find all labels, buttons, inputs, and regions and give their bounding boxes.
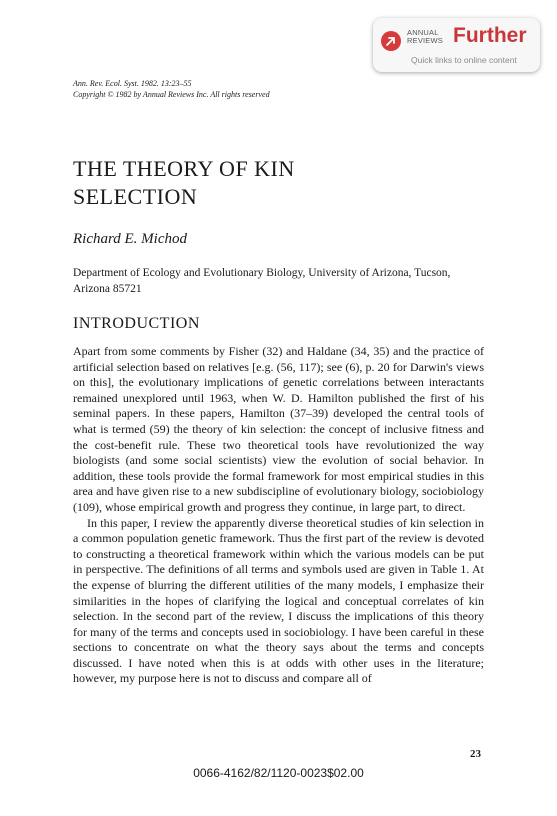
badge-title: Further [453,24,527,47]
section-heading: INTRODUCTION [73,315,200,332]
footer-code: 0066-4162/82/1120-0023$02.00 [193,766,364,780]
link-arrow-icon [381,31,401,51]
article-author: Richard E. Michod [73,231,188,247]
page-number: 23 [470,748,481,760]
badge-org-name: ANNUAL REVIEWS [407,28,443,45]
paragraph: In this paper, I review the apparently diverse theoretical studies of kin selection in a common population genetic framework. Thus the first part of the review is devoted to constructing a theoretical framework within which the various models can be put in perspective. The definitions of all terms and symbols used are given in Table 1. At the expense of blurring the different utilities of the many models, I emphasize their similarities in the hopes of clarifying the logical and conceptual correlates of kin selection. In the second part of the review, I discuss the implications of this theory for many of the terms and concepts used in sociobiology. I have been careful in these sections to concentrate on what the theory says about the terms and concepts discussed. I have noted when this is at odds with other uses in the literature; however, my purpose here is not to discuss and compare all of [73,515,484,686]
journal-citation: Ann. Rev. Ecol. Syst. 1982. 13:23–55 [73,79,192,88]
paragraph: Apart from some comments by Fisher (32) and Haldane (34, 35) and the practice of artificial selection based on relatives [e.g. (56, 117); see (6), p. 20 for Darwin's views on this], the evolutionary implications of genetic correlations between interactants remained unexplored until 1963, when W. D. Hamilton published the first of his seminal papers. In these papers, Hamilton (37–39) developed the central tools of what is termed (59) the theory of kin selection: the concept of inclusive fitness and the cost-benefit rule. These two theoretical tools have revolutionized the way biologists (and some social scientists) view the evolution of social behavior. In addition, these tools provide the formal framework for most empirical studies in this area and have given rise to a new subdiscipline of evolutionary biology, sociobiology (109), whose empirical growth and progress they continue, in large part, to direct. [73,344,484,514]
badge-subtitle: Quick links to online content [411,55,517,65]
author-affiliation: Department of Ecology and Evolutionary Biology, University of Arizona, Tucson, Arizona 85721 [73,267,451,295]
journal-copyright: Copyright © 1982 by Annual Reviews Inc. All rights reserved [73,90,270,99]
further-links-badge[interactable] [373,18,540,72]
journal-header [73,78,373,100]
article-title: THE THEORY OF KIN SELECTION [73,156,295,209]
body-text [73,344,484,687]
